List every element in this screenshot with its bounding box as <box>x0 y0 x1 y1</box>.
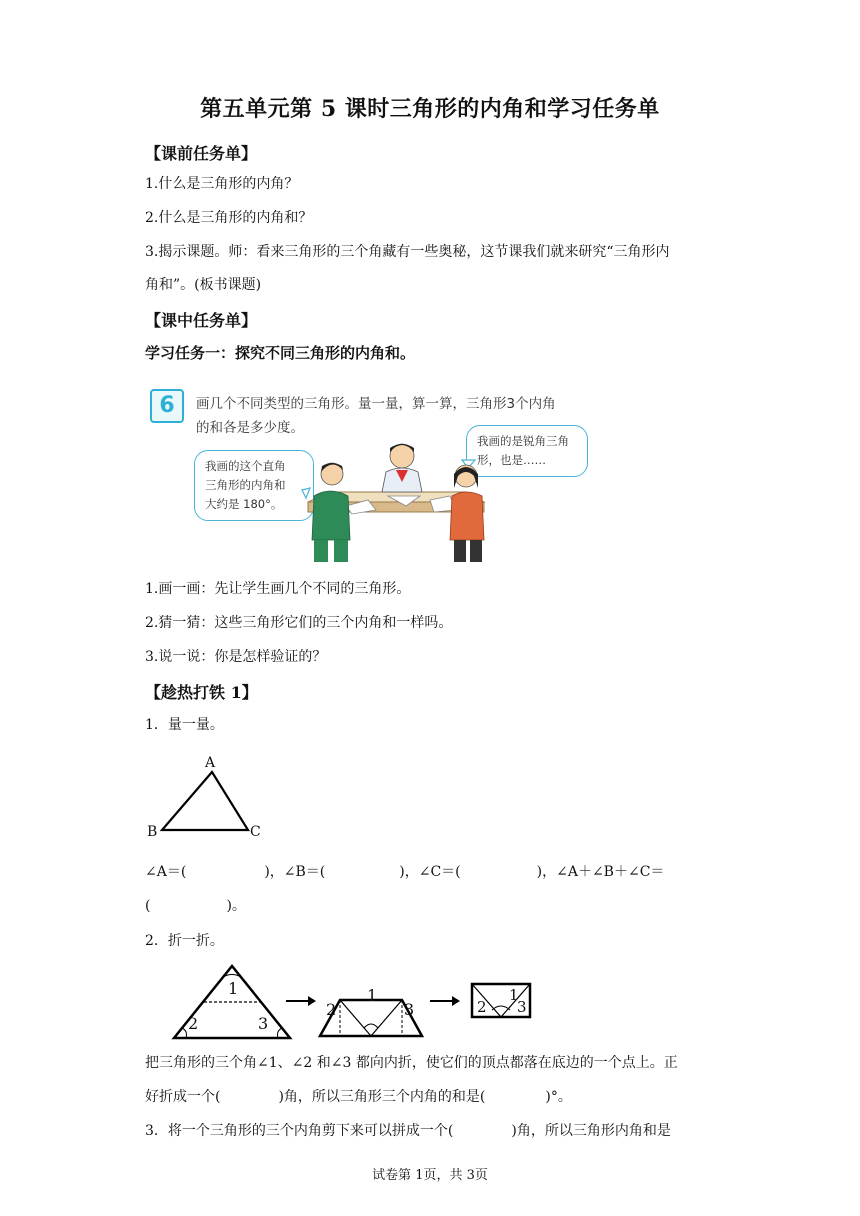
pre-class-item-2: 2.什么是三角形的内角和？ <box>145 210 313 226</box>
fold-trap-label-3: 3 <box>404 1000 415 1019</box>
vertex-a-label: A <box>205 755 216 771</box>
question-1-title: 1．量一量。 <box>145 717 224 733</box>
page-title: 第五单元第 5 课时三角形的内角和学习任务单 <box>200 96 660 122</box>
exercise-number-badge: 6 <box>150 389 184 423</box>
fold-rect-label-3: 3 <box>517 998 527 1016</box>
question-1-answer-line-2 <box>145 896 246 916</box>
fold-trap-label-1: 1 <box>367 986 378 1005</box>
fold-label-2: 2 <box>188 1014 199 1033</box>
students-at-table-picture <box>290 440 500 565</box>
angle-c-prefix: )，∠C＝( <box>399 864 461 880</box>
cut-angle-suffix: )角，所以三角形内角和是 <box>511 1123 671 1139</box>
bubble-left-line-2: 三角形的内角和 <box>205 478 286 492</box>
bubble-left-line-1: 我画的这个直角 <box>205 459 286 473</box>
cut-angle-prefix: 3．将一个三角形的三个内角剪下来可以拼成一个( <box>145 1123 454 1139</box>
question-3-text <box>145 1121 671 1141</box>
bubble-left-line-3: 大约是 180°。 <box>205 497 283 511</box>
question-2-text-line-2 <box>145 1087 572 1107</box>
fold-label-3: 3 <box>258 1014 269 1033</box>
exercise-prompt-line-1: 画几个不同类型的三角形。量一量，算一算，三角形3个内角 <box>196 396 556 412</box>
step-guess: 2.猜一猜：这些三角形它们的三个内角和一样吗。 <box>145 615 453 631</box>
fold-rect-label-1: 1 <box>509 986 519 1004</box>
pre-class-item-3-cont: 角和”。(板书课题) <box>145 277 262 293</box>
step-draw: 1.画一画：先让学生画几个不同的三角形。 <box>145 581 411 597</box>
exercise-prompt-line-2: 的和各是多少度。 <box>196 420 304 436</box>
fold-angle-prefix: 好折成一个( <box>145 1089 221 1105</box>
bubble-right-line-1: 我画的是锐角三角 <box>477 434 569 448</box>
angle-sum-close: )。 <box>226 898 246 914</box>
in-class-heading: 【课中任务单】 <box>145 311 258 330</box>
bubble-right-line-2: 形，也是…… <box>477 453 546 467</box>
pre-class-item-1: 1.什么是三角形的内角？ <box>145 176 299 192</box>
learning-task-1: 学习任务一：探究不同三角形的内角和。 <box>145 344 416 362</box>
pre-class-item-3: 3.揭示课题。师：看来三角形的三个角藏有一些奥秘，这节课我们就来研究“三角形内 <box>145 244 670 260</box>
step-explain: 3.说一说：你是怎样验证的？ <box>145 649 327 665</box>
fold-rect-label-2: 2 <box>477 998 487 1016</box>
angle-sum-open: ( <box>145 898 151 914</box>
angle-sum-prefix: )，∠A＋∠B＋∠C＝ <box>536 864 665 880</box>
angle-b-prefix: )，∠B＝( <box>264 864 326 880</box>
pre-class-heading: 【课前任务单】 <box>145 144 258 163</box>
fold-label-1: 1 <box>228 979 239 998</box>
fold-sum-prefix: )角，所以三角形三个内角的和是( <box>278 1089 486 1105</box>
question-2-text-line-1: 把三角形的三个角∠1、∠2 和∠3 都向内折，使它们的顶点都落在底边的一个点上。正 <box>145 1055 678 1071</box>
angle-a-prefix: ∠A＝( <box>145 864 187 880</box>
question-1-answer-line-1 <box>145 862 664 882</box>
vertex-c-label: C <box>250 824 261 840</box>
fold-trap-label-2: 2 <box>326 1000 337 1019</box>
fold-sum-suffix: )°。 <box>545 1089 572 1105</box>
question-2-title: 2．折一折。 <box>145 933 224 949</box>
vertex-b-label: B <box>147 824 158 840</box>
page-footer: 试卷第 1页，共 3页 <box>372 1168 488 1183</box>
practice-heading: 【趁热打铁 1】 <box>145 683 258 702</box>
